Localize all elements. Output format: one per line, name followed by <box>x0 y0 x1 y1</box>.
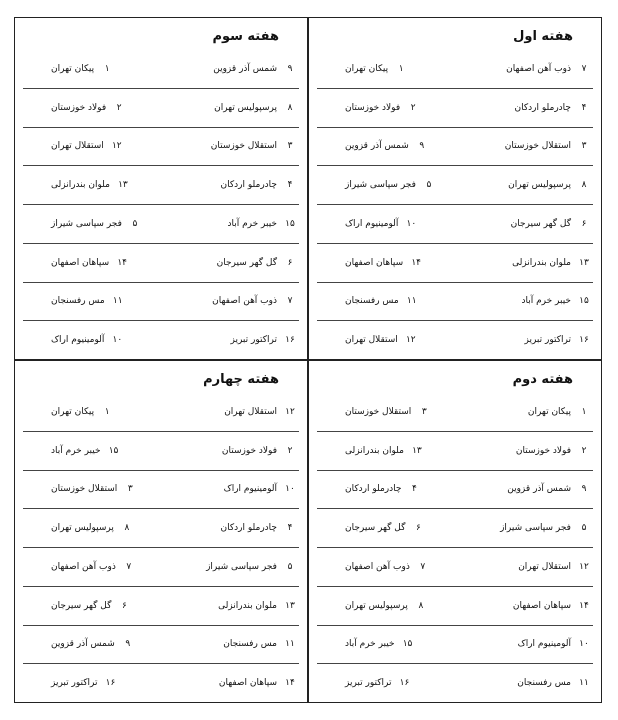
match-row <box>317 587 593 626</box>
home-team-name: پرسپولیس تهران <box>214 102 277 113</box>
away-team <box>23 407 114 417</box>
home-team <box>511 219 593 229</box>
home-team-name: گل گهر سیرجان <box>216 257 277 268</box>
away-team-number: ۶ <box>121 600 127 611</box>
away-team-name: فولاد خوزستان <box>345 102 401 113</box>
away-team-name: مس رفسنجان <box>345 296 399 307</box>
away-team-name: ملوان بندرانزلی <box>345 445 404 456</box>
home-team <box>213 64 299 74</box>
home-team <box>506 64 593 74</box>
home-team-number: ۹ <box>581 484 587 495</box>
home-team-number: ۱۴ <box>285 678 295 689</box>
away-team-name: پرسپولیس تهران <box>51 523 114 534</box>
away-team <box>317 103 420 113</box>
away-team <box>23 219 142 229</box>
match-row <box>23 244 299 283</box>
away-team <box>317 219 418 229</box>
match-row <box>317 128 593 167</box>
home-team <box>224 484 299 494</box>
away-team <box>317 446 424 456</box>
match-row <box>23 393 299 432</box>
match-row <box>317 509 593 548</box>
away-team-number: ۱۲ <box>111 141 122 152</box>
home-team-number: ۱۱ <box>285 639 295 650</box>
home-team <box>525 335 594 345</box>
match-row <box>23 283 299 322</box>
away-team-number: ۹ <box>419 141 425 152</box>
home-team-number: ۴ <box>287 523 293 534</box>
home-team-number: ۳ <box>287 141 293 152</box>
home-team-number: ۶ <box>581 218 587 229</box>
away-team-number: ۱ <box>104 406 110 417</box>
home-team-name: آلومینیوم اراک <box>517 639 571 650</box>
away-team <box>317 64 408 74</box>
away-team <box>317 141 429 151</box>
away-team-number: ۵ <box>426 180 432 191</box>
away-team-number: ۲ <box>410 102 416 113</box>
away-team-number: ۱۳ <box>412 445 422 456</box>
week-title: هفته چهارم <box>203 372 279 387</box>
away-team-name: ذوب آهن اصفهان <box>51 561 116 572</box>
home-team-number: ۲ <box>581 445 587 456</box>
away-team <box>23 639 135 649</box>
away-team-number: ۱۶ <box>399 678 410 689</box>
home-team-number: ۳ <box>581 141 587 152</box>
home-team <box>515 103 593 113</box>
home-team-number: ۹ <box>287 63 293 74</box>
away-team <box>23 446 121 456</box>
away-team <box>317 484 421 494</box>
away-team-number: ۳ <box>127 484 133 495</box>
away-team-name: چادرملو اردکان <box>345 484 402 495</box>
match-row <box>23 89 299 128</box>
home-team-name: فولاد خوزستان <box>515 445 571 456</box>
home-team-name: استقلال خوزستان <box>210 141 277 152</box>
away-team-name: سپاهان اصفهان <box>345 257 404 268</box>
match-row <box>23 50 299 89</box>
match-row <box>23 321 299 359</box>
home-team-number: ۱۳ <box>579 257 589 268</box>
away-team-name: فجر سپاسی شیراز <box>345 180 416 191</box>
away-team-number: ۱۰ <box>406 218 417 229</box>
away-team-name: ذوب آهن اصفهان <box>345 561 410 572</box>
home-team <box>206 562 299 572</box>
home-team-name: ملوان بندرانزلی <box>512 257 571 268</box>
home-team-number: ۴ <box>581 102 587 113</box>
away-team-number: ۷ <box>126 561 132 572</box>
home-team-name: ملوان بندرانزلی <box>218 600 277 611</box>
away-team-number: ۱۲ <box>405 335 416 346</box>
away-team <box>317 601 428 611</box>
away-team-number: ۱۵ <box>402 639 413 650</box>
match-row <box>23 626 299 665</box>
home-team-name: خیبر خرم آباد <box>227 218 277 229</box>
home-team-name: چادرملو اردکان <box>220 523 277 534</box>
match-row <box>23 664 299 702</box>
home-team <box>227 219 299 229</box>
match-row <box>23 471 299 510</box>
match-row <box>317 244 593 283</box>
match-row <box>23 509 299 548</box>
home-team <box>211 141 299 151</box>
match-list <box>23 50 299 359</box>
match-row <box>317 393 593 432</box>
away-team <box>317 678 412 688</box>
away-team-number: ۷ <box>420 561 426 572</box>
home-team-name: استقلال تهران <box>224 406 277 417</box>
away-team <box>317 407 431 417</box>
away-team-name: استقلال تهران <box>51 141 104 152</box>
home-team <box>217 258 299 268</box>
home-team-number: ۶ <box>287 257 293 268</box>
away-team <box>23 601 131 611</box>
away-team-name: شمس آذر قزوین <box>345 141 409 152</box>
home-team-number: ۱۱ <box>579 678 589 689</box>
home-team-name: گل گهر سیرجان <box>510 218 571 229</box>
home-team-number: ۷ <box>581 63 587 74</box>
away-team-name: پیکان تهران <box>51 406 95 417</box>
home-team <box>518 639 593 649</box>
match-row <box>23 128 299 167</box>
home-team-name: خیبر خرم آباد <box>521 296 571 307</box>
away-team <box>23 180 130 190</box>
away-team <box>23 523 134 533</box>
home-team <box>231 335 300 345</box>
match-row <box>317 664 593 702</box>
home-team-name: فجر سپاسی شیراز <box>500 523 571 534</box>
away-team <box>23 141 124 151</box>
home-team-number: ۱۰ <box>579 639 589 650</box>
match-row <box>23 587 299 626</box>
home-team <box>214 103 299 113</box>
away-team <box>317 523 425 533</box>
home-team-number: ۱۶ <box>285 335 295 346</box>
away-team-name: ملوان بندرانزلی <box>51 180 110 191</box>
home-team <box>517 678 593 688</box>
away-team-number: ۲ <box>116 102 122 113</box>
match-list <box>317 50 593 359</box>
match-row <box>23 205 299 244</box>
home-team-number: ۱۶ <box>579 335 589 346</box>
home-team-name: پیکان تهران <box>527 406 571 417</box>
home-team-name: پرسپولیس تهران <box>508 180 571 191</box>
away-team-name: فجر سپاسی شیراز <box>51 218 122 229</box>
home-team <box>521 296 593 306</box>
away-team-number: ۵ <box>132 218 138 229</box>
away-team-name: گل گهر سیرجان <box>51 600 112 611</box>
away-team-name: خیبر خرم آباد <box>345 639 395 650</box>
away-team-number: ۱۱ <box>406 296 417 307</box>
away-team <box>317 296 419 306</box>
fixtures-sheet <box>14 17 602 703</box>
home-team <box>513 601 593 611</box>
home-team-name: سپاهان اصفهان <box>512 600 571 611</box>
home-team <box>500 523 593 533</box>
away-team-name: آلومینیوم اراک <box>51 335 105 346</box>
home-team <box>221 180 299 190</box>
home-team-number: ۱۵ <box>579 296 589 307</box>
home-team <box>222 446 299 456</box>
home-team <box>508 180 593 190</box>
home-team <box>528 407 593 417</box>
match-row <box>317 166 593 205</box>
home-team-number: ۸ <box>581 180 587 191</box>
away-team <box>23 64 114 74</box>
away-team-number: ۱ <box>104 63 110 74</box>
away-team <box>317 335 418 345</box>
home-team-name: فولاد خوزستان <box>221 445 277 456</box>
week-panel <box>308 360 602 703</box>
home-team <box>218 601 299 611</box>
home-team-number: ۴ <box>287 180 293 191</box>
away-team <box>23 678 118 688</box>
home-team-number: ۱۳ <box>285 600 295 611</box>
away-team <box>317 258 423 268</box>
home-team <box>223 639 299 649</box>
home-team-name: تراکتور تبریز <box>524 335 571 346</box>
away-team-number: ۱۴ <box>117 257 127 268</box>
home-team-name: چادرملو اردکان <box>220 180 277 191</box>
week-title: هفته دوم <box>512 372 573 387</box>
match-list <box>23 393 299 702</box>
away-team-number: ۳ <box>421 406 427 417</box>
week-title: هفته سوم <box>212 29 279 44</box>
home-team-number: ۱۰ <box>285 484 295 495</box>
away-team-name: گل گهر سیرجان <box>345 523 406 534</box>
home-team-name: چادرملو اردکان <box>514 102 571 113</box>
match-row <box>23 432 299 471</box>
away-team-name: پیکان تهران <box>51 63 95 74</box>
away-team-name: سپاهان اصفهان <box>51 257 110 268</box>
home-team-name: ذوب آهن اصفهان <box>506 63 571 74</box>
away-team <box>23 562 136 572</box>
home-team-name: ذوب آهن اصفهان <box>212 296 277 307</box>
away-team-name: استقلال خوزستان <box>51 484 118 495</box>
home-team-name: شمس آذر قزوین <box>213 63 277 74</box>
match-list <box>317 393 593 702</box>
away-team-name: پرسپولیس تهران <box>345 600 408 611</box>
home-team-number: ۸ <box>287 102 293 113</box>
away-team-number: ۱۱ <box>112 296 123 307</box>
away-team-number: ۱۴ <box>411 257 421 268</box>
away-team-number: ۱۵ <box>108 445 119 456</box>
home-team <box>507 484 593 494</box>
home-team <box>505 141 593 151</box>
home-team-number: ۱ <box>581 406 587 417</box>
away-team-name: آلومینیوم اراک <box>345 218 399 229</box>
away-team-number: ۱۶ <box>105 678 116 689</box>
away-team-name: مس رفسنجان <box>51 296 105 307</box>
away-team-number: ۶ <box>415 523 421 534</box>
away-team <box>317 562 430 572</box>
week-panel <box>14 17 308 360</box>
home-team-name: آلومینیوم اراک <box>223 484 277 495</box>
away-team-number: ۹ <box>125 639 131 650</box>
home-team-number: ۲ <box>287 445 293 456</box>
home-team <box>518 562 593 572</box>
match-row <box>317 283 593 322</box>
home-team-number: ۱۲ <box>579 561 589 572</box>
away-team-name: تراکتور تبریز <box>51 678 98 689</box>
match-row <box>317 205 593 244</box>
away-team <box>23 335 124 345</box>
home-team-number: ۱۴ <box>579 600 589 611</box>
match-row <box>317 89 593 128</box>
home-team <box>212 296 299 306</box>
away-team-number: ۸ <box>124 523 130 534</box>
match-row <box>317 432 593 471</box>
home-team-number: ۱۲ <box>285 406 295 417</box>
home-team-name: فجر سپاسی شیراز <box>206 561 277 572</box>
home-team-number: ۵ <box>287 561 293 572</box>
match-row <box>23 166 299 205</box>
home-team <box>219 678 299 688</box>
home-team-name: استقلال خوزستان <box>504 141 571 152</box>
home-team-name: سپاهان اصفهان <box>218 678 277 689</box>
week-title: هفته اول <box>513 29 573 44</box>
match-row <box>317 471 593 510</box>
week-panel <box>14 360 308 703</box>
away-team-name: خیبر خرم آباد <box>51 445 101 456</box>
away-team-number: ۱۳ <box>118 180 128 191</box>
away-team-number: ۱۰ <box>112 335 123 346</box>
away-team-number: ۴ <box>412 484 417 495</box>
match-row <box>23 548 299 587</box>
away-team-name: فولاد خوزستان <box>51 102 107 113</box>
away-team-name: پیکان تهران <box>345 63 389 74</box>
away-team <box>23 103 126 113</box>
match-row <box>317 50 593 89</box>
home-team <box>512 258 593 268</box>
match-row <box>317 626 593 665</box>
home-team-name: شمس آذر قزوین <box>507 484 571 495</box>
home-team-name: استقلال تهران <box>518 561 571 572</box>
match-row <box>317 321 593 359</box>
away-team <box>23 258 129 268</box>
away-team-name: شمس آذر قزوین <box>51 639 115 650</box>
home-team-name: تراکتور تبریز <box>230 335 277 346</box>
home-team <box>224 407 299 417</box>
home-team <box>516 446 593 456</box>
away-team <box>317 639 415 649</box>
away-team-name: استقلال خوزستان <box>345 406 412 417</box>
away-team-name: استقلال تهران <box>345 335 398 346</box>
match-row <box>317 548 593 587</box>
home-team-number: ۷ <box>287 296 293 307</box>
home-team <box>221 523 299 533</box>
away-team <box>23 296 125 306</box>
away-team-number: ۸ <box>418 600 424 611</box>
away-team-name: تراکتور تبریز <box>345 678 392 689</box>
home-team-name: مس رفسنجان <box>223 639 277 650</box>
home-team-number: ۵ <box>581 523 587 534</box>
away-team <box>317 180 436 190</box>
away-team-number: ۱ <box>398 63 404 74</box>
away-team <box>23 484 137 494</box>
home-team-number: ۱۵ <box>285 218 295 229</box>
home-team-name: مس رفسنجان <box>517 678 571 689</box>
week-panel <box>308 17 602 360</box>
